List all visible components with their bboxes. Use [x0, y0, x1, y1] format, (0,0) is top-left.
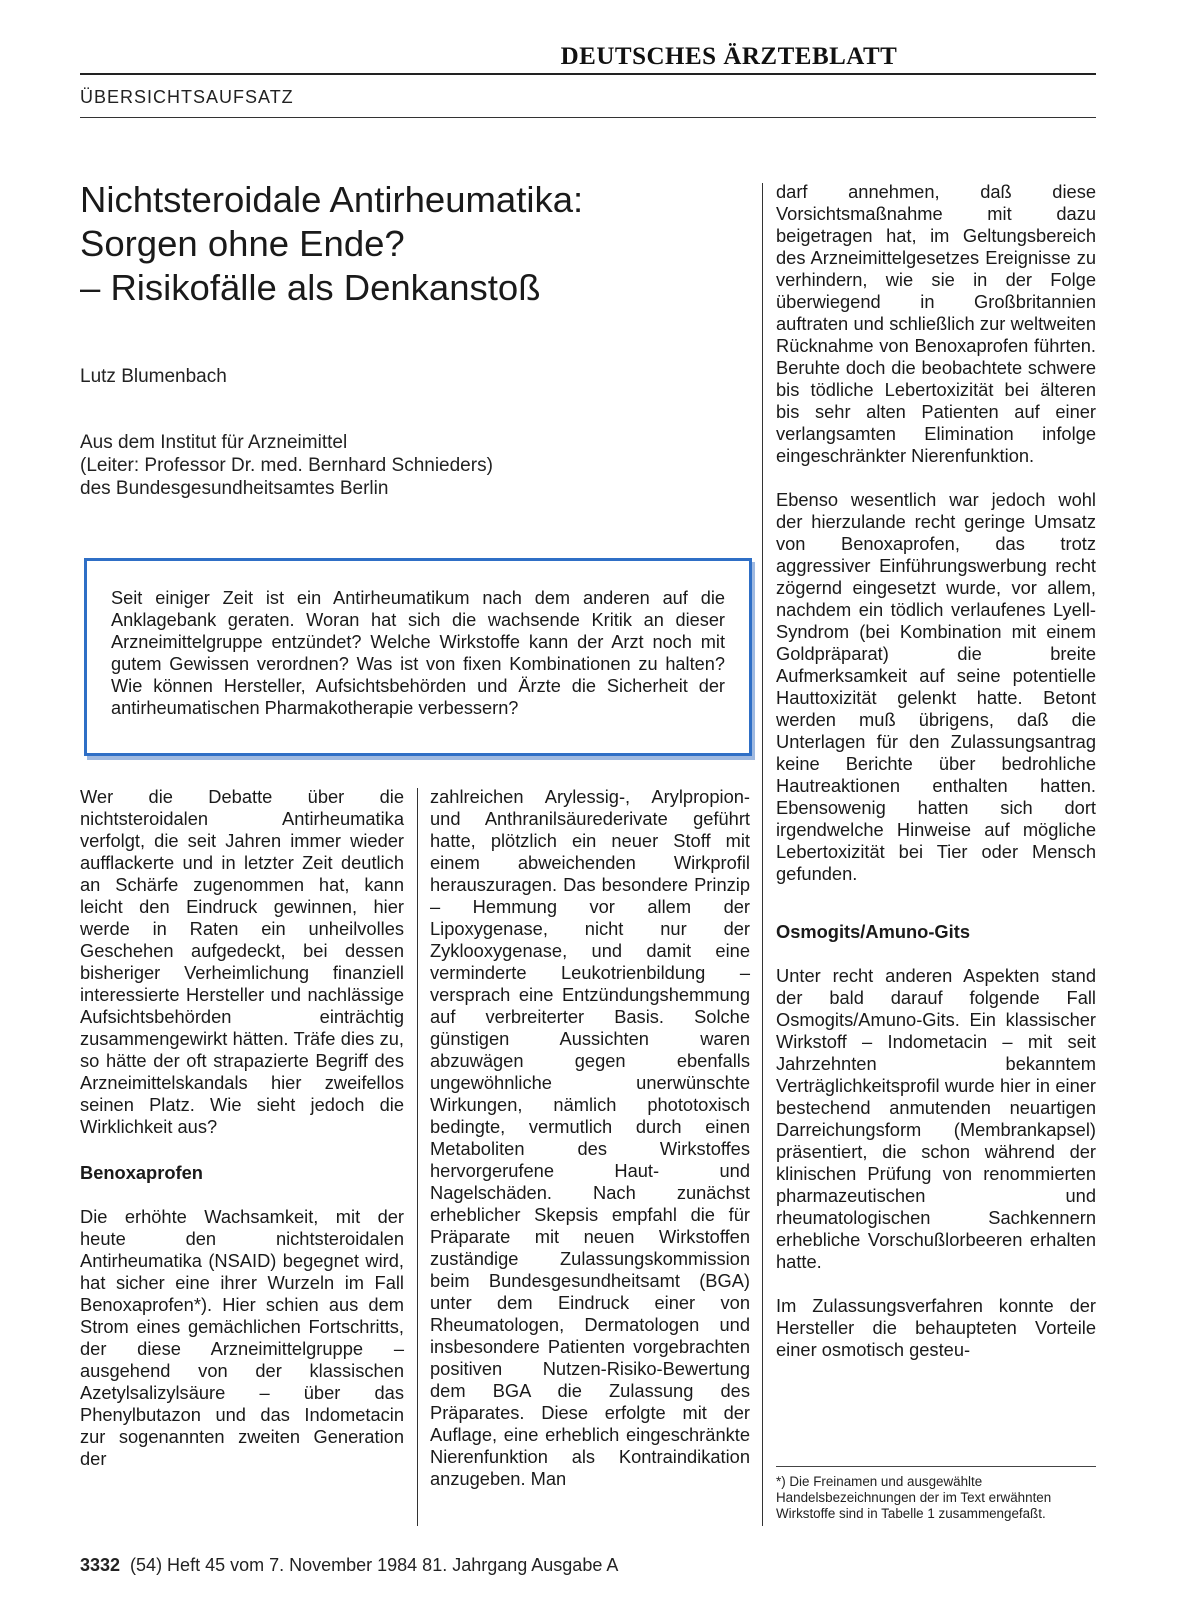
masthead-rule: [80, 73, 1096, 75]
title-line-3: – Risikofälle als Denkanstoß: [80, 267, 541, 308]
benoxaprofen-paragraph: Die erhöhte Wachsamkeit, mit der heute den nichtsteroidalen Antirheumatika (NSAID) begegnet wird, hat sicher eine ihrer Wurzeln im Fall Benoxaprofen*). Hier schien aus dem Strom eines gemächlichen Fortschritts, der diese Arzneimittelgruppe – ausgehend von der klassischen Azetylsalizylsäure – über das Phenylbutazon und das Indometacin zur sogenannten zweiten Generation der: [80, 1206, 404, 1469]
column-divider-2: [762, 183, 763, 1526]
page-number: 3332: [80, 1555, 121, 1575]
footnote-rule: [776, 1466, 1096, 1467]
affiliation-line-3: des Bundesgesundheitsamtes Berlin: [80, 478, 389, 499]
abstract-text: Seit einiger Zeit ist ein Antirheumatikum nach dem anderen auf die Anklagebank geraten. Woran hat sich die wachsende Kritik an dieser Arzneimittelgruppe entzündet? Welche Wirkstoffe kann der Arzt noch mit gutem Gewissen verordnen? Was ist von fixen Kombinationen zu halten? Wie können Hersteller, Aufsichtsbehörden und Ärzte die Sicherheit der antirheumatischen Pharmakotherapie verbessern?: [111, 588, 725, 718]
column-divider-1: [417, 788, 418, 1526]
section-label: ÜBERSICHTSAUFSATZ: [80, 87, 294, 107]
author-name: Lutz Blumenbach: [80, 366, 227, 387]
affiliation-line-2: (Leiter: Professor Dr. med. Bernhard Schnieders): [80, 455, 493, 476]
issue-info: (54) Heft 45 vom 7. November 1984 81. Jahrgang Ausgabe A: [130, 1555, 619, 1575]
benoxaprofen-conclusion-paragraph: darf annehmen, daß diese Vorsichtsmaßnahme mit dazu beigetragen hat, im Geltungsbereich des Arzneimittelgesetzes Ereignisse zu verhindern, wie sie in der Folge überwiegend in Großbritannien auftraten und schließlich zur weltweiten Rücknahme von Benoxaprofen führten. Beruhte doch die beobachtete schwere bis tödliche Lebertoxizität bei älteren bis sehr alten Patienten auf einer verlangsamten Elimination infolge eingeschränkter Nierenfunktion.: [776, 181, 1096, 466]
body-column-1: [80, 786, 404, 1470]
body-column-3: [776, 181, 1096, 1361]
page-footer: [80, 1555, 618, 1576]
title-line-2: Sorgen ohne Ende?: [80, 223, 405, 264]
abstract-box: [84, 558, 752, 756]
heading-osmogits: Osmogits/Amuno-Gits: [776, 921, 970, 942]
journal-masthead: DEUTSCHES ÄRZTEBLATT: [560, 43, 898, 70]
osmogits-paragraph: Unter recht anderen Aspekten stand der bald darauf folgende Fall Osmogits/Amuno-Gits. Ein klassischer Wirkstoff – Indometacin – mit seit Jahrzehnten bekanntem Verträglichkeitsprofil wurde hier in einer bestechend anmutenden neuartigen Darreichungsform (Membrankapsel) präsentiert, die schon während der klinischen Prüfung von renommierten pharmazeutischen und rheumatologischen Sachkennern erhebliche Vorschußlorbeeren erhalten hatte.: [776, 965, 1096, 1272]
benoxaprofen-continued-paragraph: zahlreichen Arylessig-, Arylpropion- und Anthranilsäurederivate geführt hatte, plötzlich ein neuer Stoff mit einem abweichenden Wirkprofil herauszuragen. Das besondere Prinzip – Hemmung vor allem der Lipoxygenase, nicht nur der Zyklooxygenase, und damit eine verminderte Leukotrienbildung – versprach eine Entzündungshemmung auf verbreiterter Basis. Solche günstigen Aussichten waren abzuwägen gegen ebenfalls ungewöhnliche unerwünschte Wirkungen, nämlich phototoxisch bedingte, vermutlich durch einen Metaboliten des Wirkstoffes hervorgerufene Haut- und Nagelschäden. Nach zunächst erheblicher Skepsis empfahl die für Präparate mit neuen Wirkstoffen zuständige Zulassungskommission beim Bundesgesundheitsamt (BGA) unter dem Eindruck einer von Rheumatologen, Dermatologen und insbesondere Patienten vorgebrachten positiven Nutzen-Risiko-Bewertung dem BGA die Zulassung des Präparates. Diese erfolgte mit der Auflage, eine erheblich eingeschränkte Nierenfunktion als Kontraindikation anzugeben. Man: [430, 786, 750, 1489]
heading-benoxaprofen: Benoxaprofen: [80, 1162, 203, 1183]
intro-paragraph: Wer die Debatte über die nichtsteroidalen Antirheumatika verfolgt, die seit Jahren immer wieder aufflackerte und in letzter Zeit deutlich an Schärfe zugenommen hat, kann leicht den Eindruck gewinnen, hier werde in Raten ein unheilvolles Geschehen aufgedeckt, bei dessen bisheriger Verheimlichung finanziell interessierte Hersteller und nachlässige Aufsichtsbehörden einträchtig zusammengewirkt hätten. Träfe dies zu, so hätte der oft strapazierte Begriff des Arzneimittelskandals hier zweifellos seinen Platz. Wie sieht jedoch die Wirklichkeit aus?: [80, 786, 404, 1137]
affiliation-line-1: Aus dem Institut für Arzneimittel: [80, 432, 348, 453]
approval-paragraph: Im Zulassungsverfahren konnte der Hersteller die behaupteten Vorteile einer osmotisch gesteu-: [776, 1295, 1096, 1360]
body-column-2: [430, 786, 750, 1490]
title-line-1: Nichtsteroidale Antirheumatika:: [80, 179, 584, 220]
article-title: [80, 178, 720, 310]
section-rule: [80, 117, 1096, 118]
author-affiliation: [80, 431, 720, 500]
footnote: *) Die Freinamen und ausgewählte Handelsbezeichnungen der im Text erwähnten Wirkstoffe sind in Tabelle 1 zusammengefaßt.: [776, 1474, 1052, 1521]
benoxaprofen-sales-paragraph: Ebenso wesentlich war jedoch wohl der hierzulande recht geringe Umsatz von Benoxaprofen, das trotz aggressiver Einführungswerbung recht zögernd eingesetzt wurde, vor allem, nachdem ein tödlich verlaufenes Lyell-Syndrom (bei Kombination mit einem Goldpräparat) die breite Aufmerksamkeit auf seine potentielle Hauttoxizität gelenkt hatte. Betont werden muß übrigens, daß die Unterlagen für den Zulassungsantrag keine Berichte über bedrohliche Hautreaktionen enthalten hatten. Ebensowenig hatten sich dort irgendwelche Hinweise auf mögliche Lebertoxizität bei Tier oder Mensch gefunden.: [776, 489, 1096, 884]
